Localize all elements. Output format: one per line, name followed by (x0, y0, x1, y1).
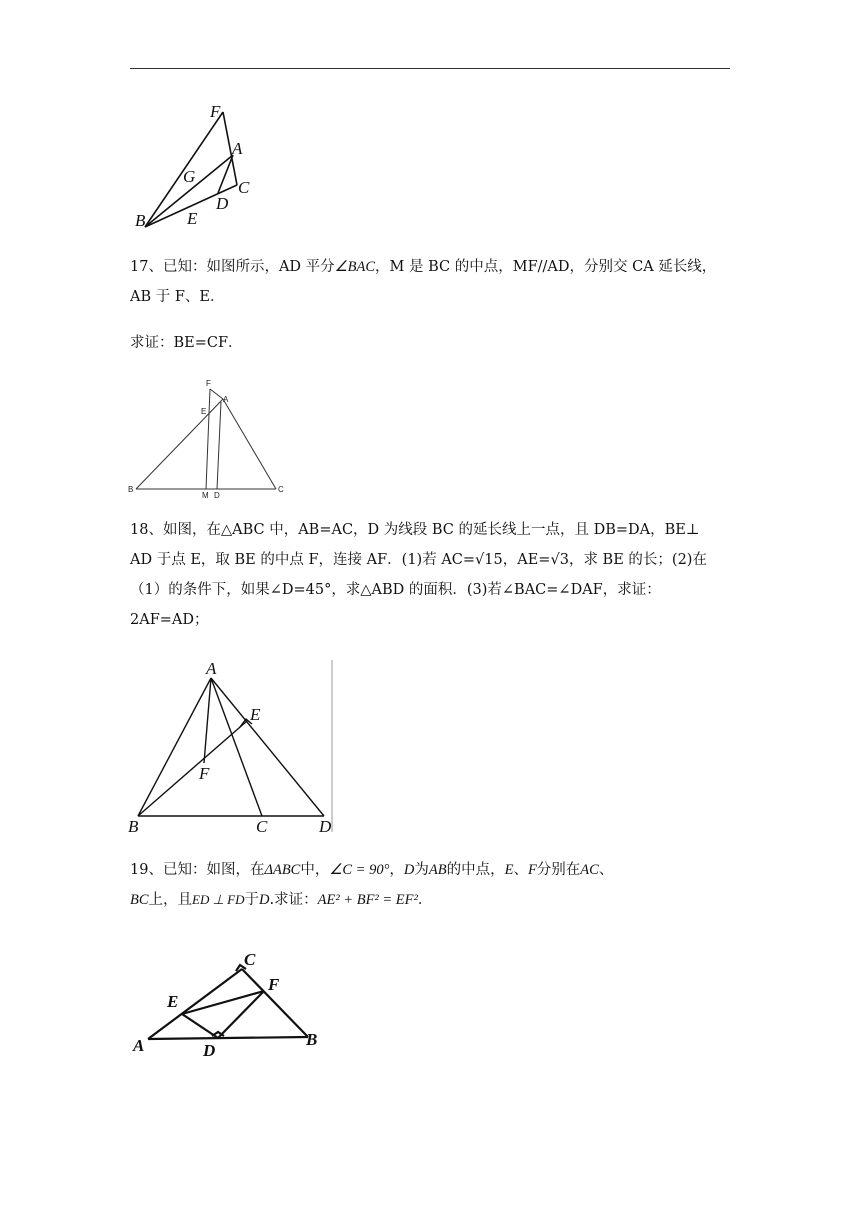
fig17-label-C: C (278, 485, 284, 494)
fig18-label-E: E (250, 705, 261, 724)
figure-17 (126, 374, 296, 500)
p19-BC: BC (130, 892, 149, 908)
fig19-label-E: E (167, 992, 179, 1011)
figure-16 (130, 100, 260, 230)
fig18-label-A: A (206, 660, 217, 678)
fig19-label-D: D (203, 1041, 216, 1060)
fig16-label-A: A (232, 139, 243, 158)
fig17-label-E: E (201, 407, 207, 416)
p18-line1: 18、如图，在△ABC 中，AB=AC，D 为线段 BC 的延长线上一点，且 DB=DA，BE⊥ (130, 522, 700, 538)
p18-text-a: AD 于点 E，取 BE 的中点 F，连接 AF．(1)若 AC= (130, 552, 476, 568)
fig16-label-G: G (183, 167, 196, 186)
p19-AC: AC (580, 862, 599, 878)
p19-perp: ED ⊥ FD (192, 892, 245, 907)
problem-18 (130, 515, 732, 635)
fig19-label-A: A (133, 1036, 145, 1055)
p17-line3: 求证：BE=CF． (130, 335, 243, 351)
p19-t11: .求证： (269, 892, 318, 908)
p19-t8: 、 (598, 862, 614, 878)
p18-text-c: ，求 BE 的长；(2)在 (568, 552, 707, 568)
p19-t12: ． (417, 892, 433, 908)
p19-t2: 中， (300, 862, 330, 878)
p19-D2: D (259, 892, 270, 908)
p18-sqrt15: √15 (475, 552, 503, 568)
fig18-label-B: B (128, 817, 139, 835)
p18-sqrt3: √3 (550, 552, 569, 568)
fig16-label-B: B (135, 211, 146, 230)
fig19-label-C: C (244, 950, 256, 969)
p17-line1 (130, 252, 732, 282)
fig16-label-E: E (187, 209, 198, 228)
fig17-label-D: D (214, 491, 220, 500)
p19-t5: 的中点， (446, 862, 505, 878)
p19-angle: ∠C = 90° (329, 862, 390, 878)
problem-19 (130, 855, 732, 915)
header-rule (130, 68, 730, 69)
p19-tri: ΔABC (264, 862, 301, 878)
p19-t3: ， (389, 862, 404, 878)
p19-D: D (403, 862, 415, 878)
fig19-label-F: F (268, 975, 280, 994)
fig19-label-B: B (306, 1030, 318, 1049)
p19-E: E (504, 862, 514, 878)
fig16-label-F: F (210, 102, 221, 121)
p18-line2 (130, 545, 732, 575)
fig16-label-C: C (238, 178, 250, 197)
p17-line2: AB 于 F、E． (130, 289, 225, 305)
figure-19 (128, 945, 328, 1063)
p19-F: F (527, 862, 537, 878)
p17-text-a: 17、已知：如图所示，AD 平分 (130, 259, 335, 275)
p19-line1 (130, 855, 732, 885)
fig17-label-B: B (128, 485, 134, 494)
fig18-label-F: F (199, 764, 210, 783)
p19-t7: 分别在 (536, 862, 581, 878)
fig17-label-A: A (223, 395, 229, 404)
fig18-label-D: D (319, 817, 332, 835)
p17-angle: ∠BAC (334, 259, 376, 275)
p19-line2 (130, 885, 732, 915)
p18-line3: （1）的条件下，如果∠D=45°，求△ABD 的面积．(3)若∠BAC=∠DAF，求证： (130, 582, 661, 598)
p19-t4: 为 (414, 862, 429, 878)
p19-equation: AE² + BF² = EF² (317, 892, 418, 908)
fig17-label-M: M (202, 491, 209, 500)
p17-text-b: ，M 是 BC 的中点，MF//AD，分别交 CA 延长线， (375, 259, 717, 275)
fig17-label-F: F (206, 379, 211, 388)
figure-18 (128, 660, 334, 835)
problem-17 (130, 252, 732, 312)
p19-t6: 、 (513, 862, 528, 878)
p18-text-b: ，AE= (502, 552, 551, 568)
fig16-label-D: D (216, 194, 229, 213)
p19-t10: 于 (244, 892, 260, 908)
p18-line4: 2AF=AD； (130, 612, 209, 628)
fig18-label-C: C (256, 817, 268, 835)
p19-t1: 19、已知：如图，在 (130, 862, 265, 878)
p17-prove (130, 328, 732, 358)
p19-AB: AB (428, 862, 447, 878)
p19-t9: 上，且 (148, 892, 193, 908)
